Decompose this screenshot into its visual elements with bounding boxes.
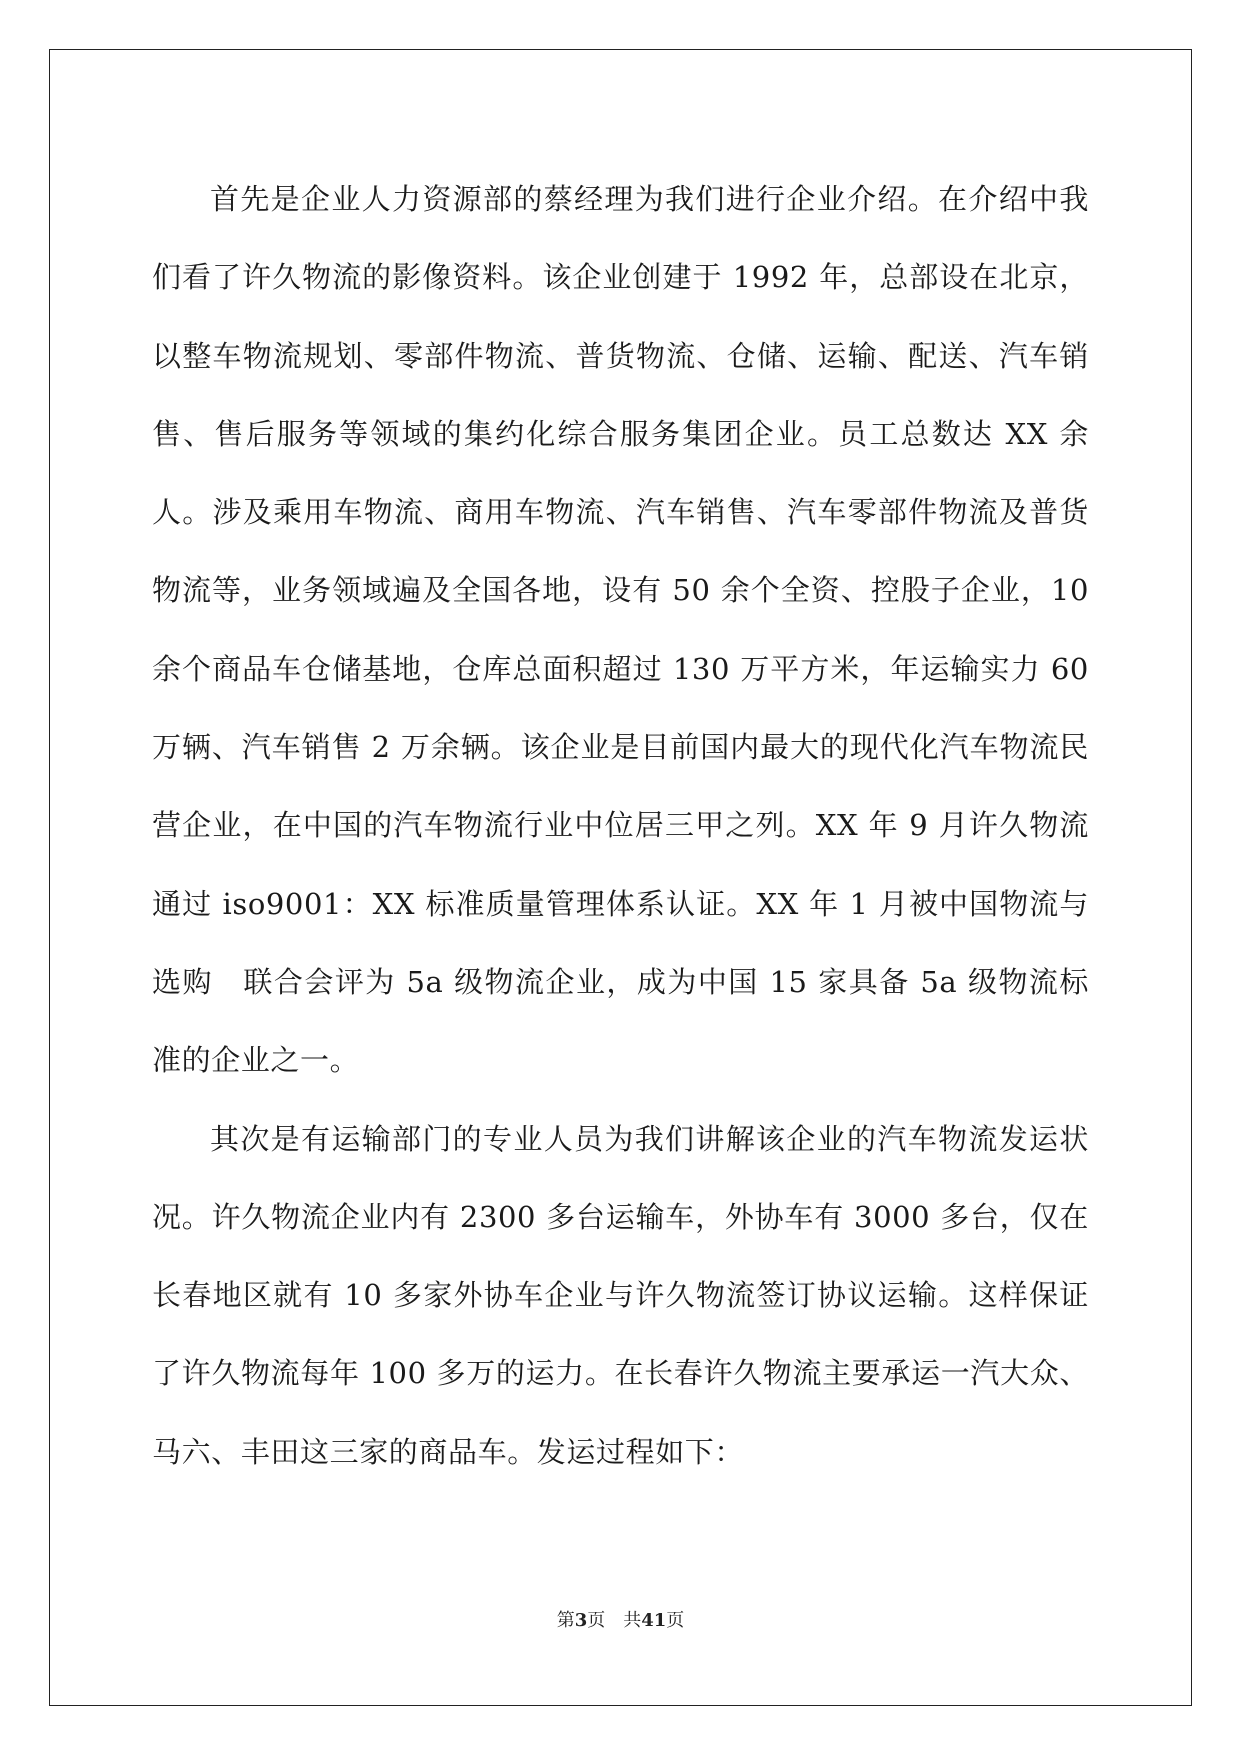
- paragraph-1: 首先是企业人力资源部的蔡经理为我们进行企业介绍。在介绍中我们看了许久物流的影像资料。该企业创建于 1992 年，总部设在北京，以整车物流规划、零部件物流、普货物流、仓储、运输、配送、汽车销售、售后服务等领域的集约化综合服务集团企业。员工总数达 XX 余人。涉及乘用车物流、商用车物流、汽车销售、汽车零部件物流及普货物流等，业务领域遍及全国各地，设有 50 余个全资、控股子企业，10 余个商品车仓储基地，仓库总面积超过 130 万平方米，年运输实力 60 万辆、汽车销售 2 万余辆。该企业是目前国内最大的现代化汽车物流民营企业，在中国的汽车物流行业中位居三甲之列。XX 年 9 月许久物流通过 iso9001：XX 标准质量管理体系认证。XX 年 1 月被中国物流与选购 联合会评为 5a 级物流企业，成为中国 15 家具备 5a 级物流标准的企业之一。: [152, 182, 1089, 1078]
- paragraph-2: 其次是有运输部门的专业人员为我们讲解该企业的汽车物流发运状况。许久物流企业内有 2300 多台运输车，外协车有 3000 多台，仅在长春地区就有 10 多家外协车企业与许久物流签订协议运输。这样保证了许久物流每年 100 多万的运力。在长春许久物流主要承运一汽大众、马六、丰田这三家的商品车。发运过程如下：: [152, 1121, 1089, 1469]
- total-prefix: 共: [623, 1610, 642, 1631]
- document-body: [152, 160, 1089, 1491]
- page-number: 3: [574, 1610, 588, 1631]
- total-suffix: 页: [666, 1610, 685, 1631]
- page-footer: [0, 1609, 1241, 1633]
- page-prefix: 第: [556, 1610, 575, 1631]
- page-suffix: 页: [587, 1610, 606, 1631]
- total-pages: 41: [641, 1610, 667, 1631]
